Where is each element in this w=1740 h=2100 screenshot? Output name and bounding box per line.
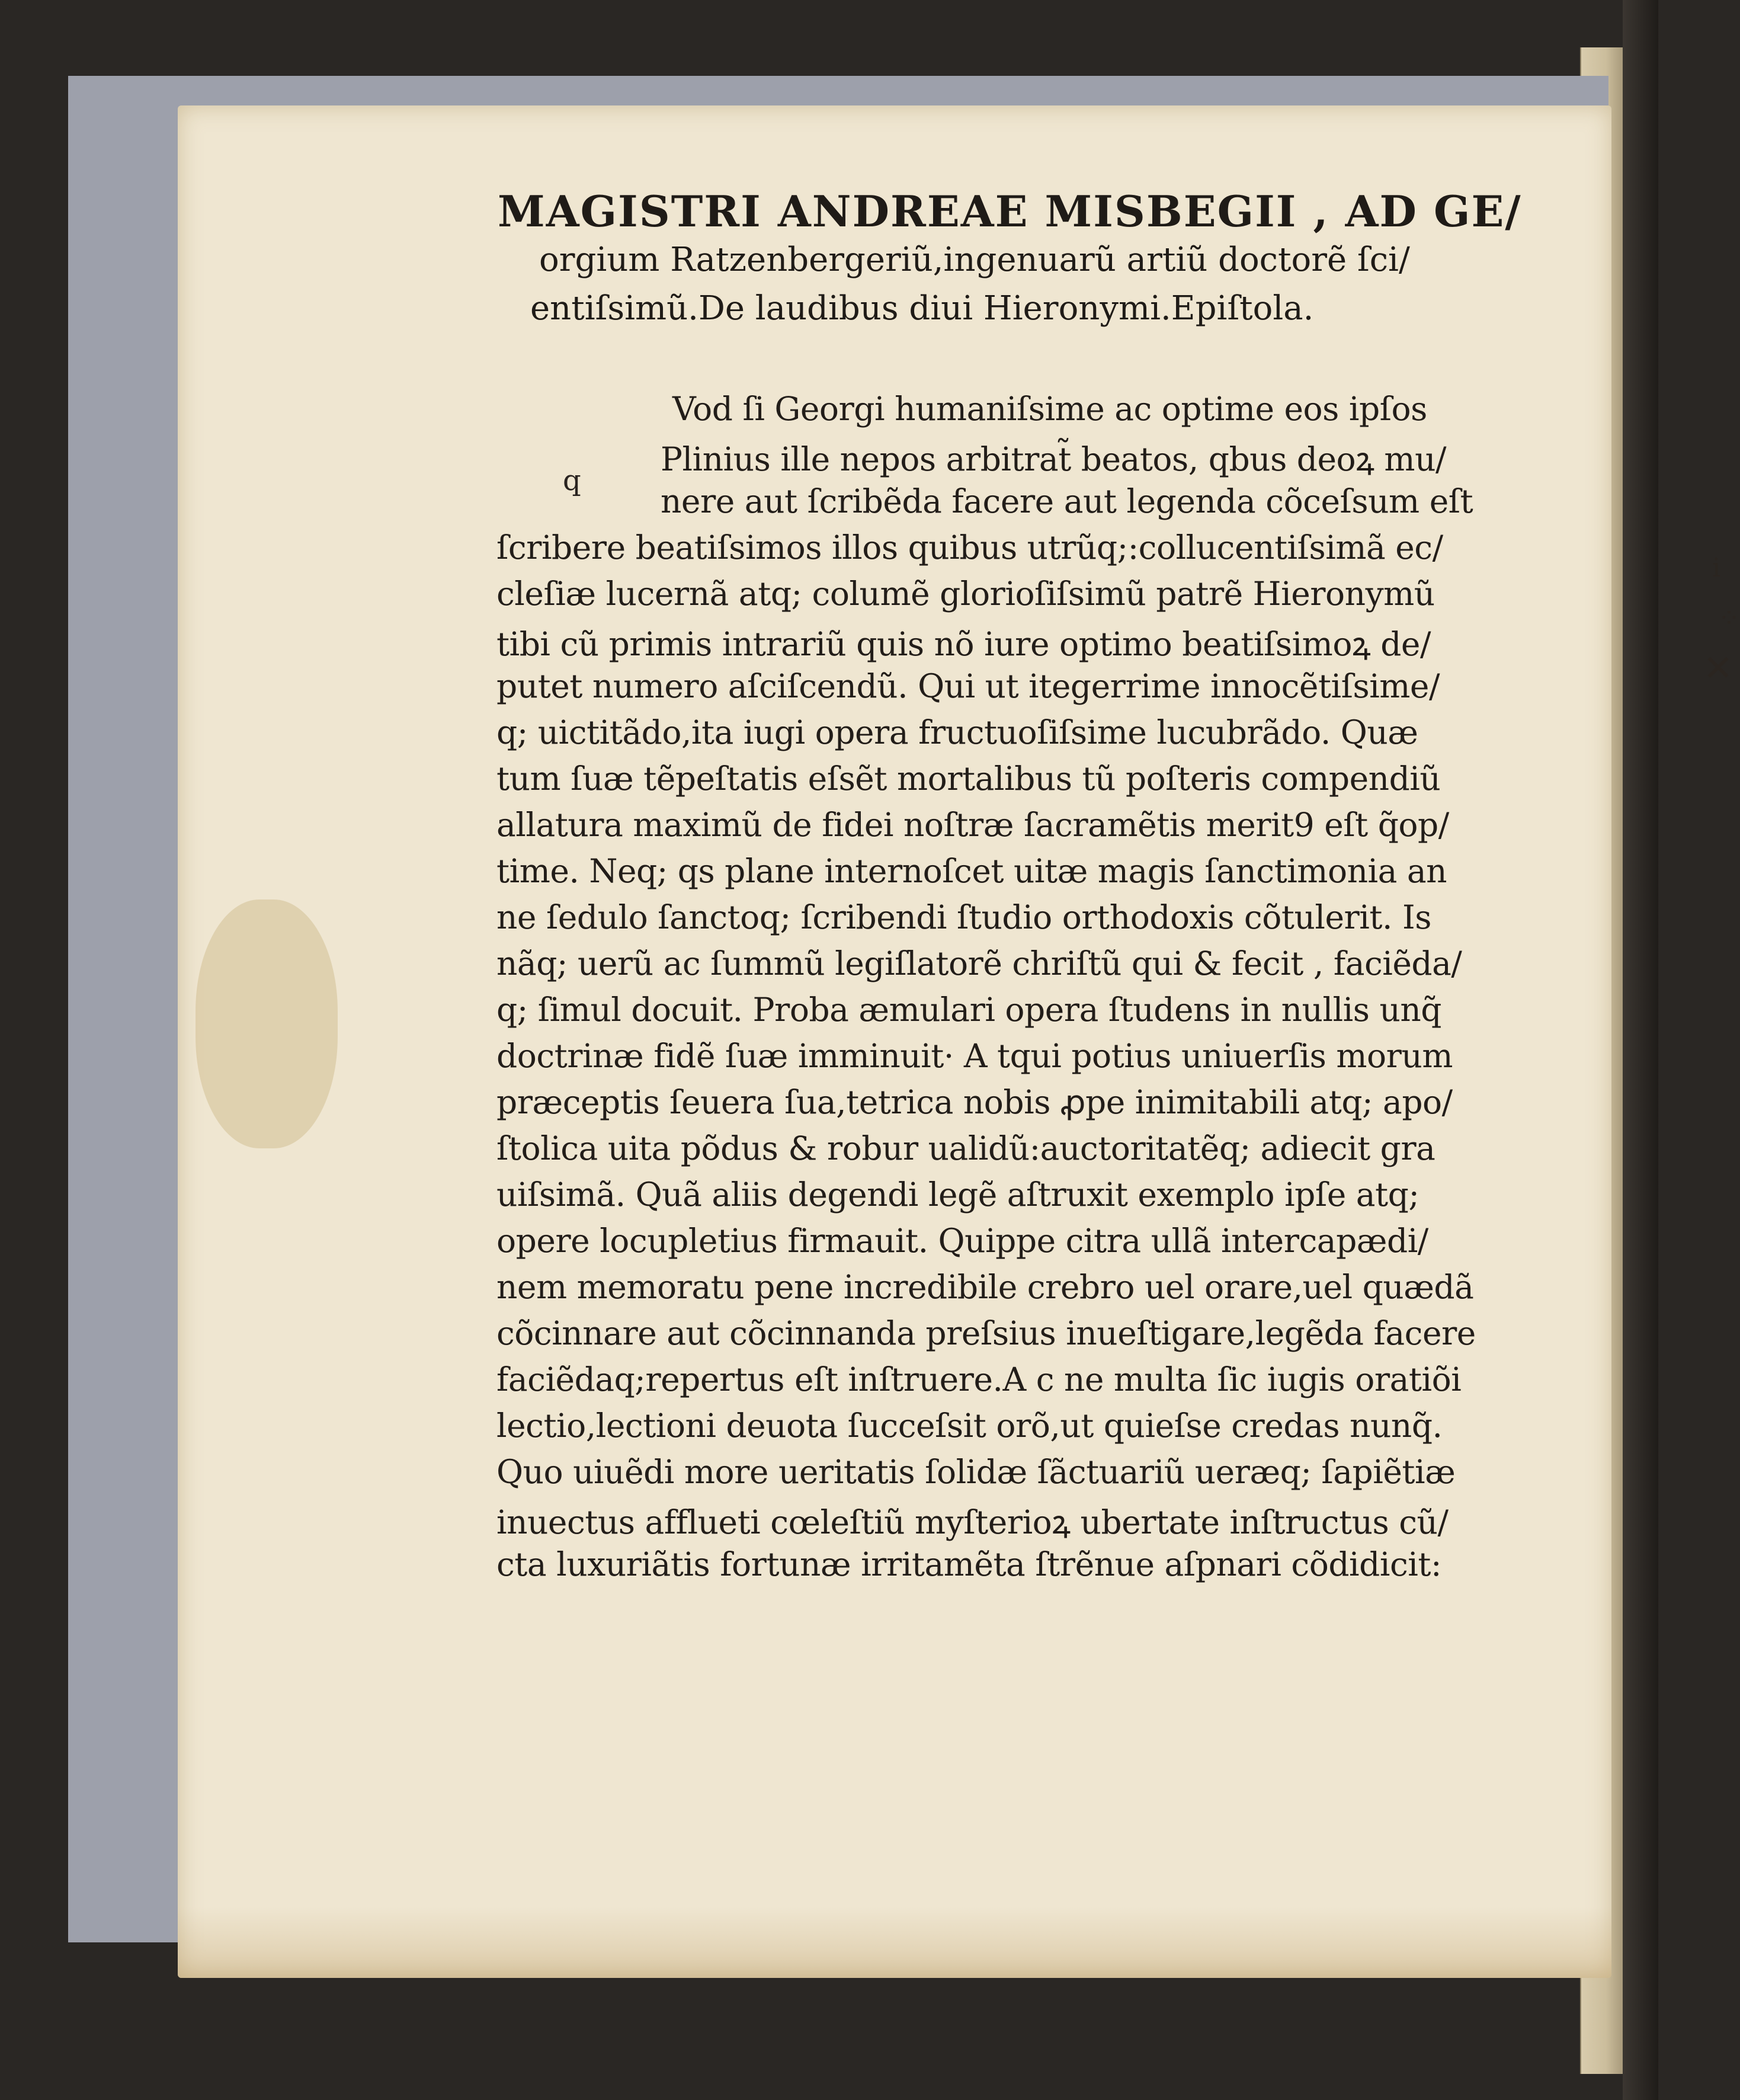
- margin-mark: ✕: [1703, 648, 1733, 689]
- margin-mark: ⅰ: [1712, 553, 1721, 583]
- text-line: ne ſedulo ſanctoq; ſcribendi ſtudio orthodoxis cõtulerit. Is: [496, 898, 1431, 936]
- text-line: cleſiæ lucernã atq; columẽ glorioſiſsimũ patrẽ Hieronymũ: [496, 575, 1435, 613]
- text-line: q; uictitãdo,ita iugi opera fructuoſiſsime lucubrãdo. Quæ: [496, 713, 1418, 751]
- text-line: inuectus afflueti cœleſtiũ myſterioꝝ ubertate inſtructus cũ/: [496, 1503, 1449, 1541]
- text-line: putet numero aſciſcendũ. Qui ut itegerrime innocẽtiſsime/: [496, 667, 1440, 705]
- text-line: tibi cũ primis intrariũ quis nõ iure optimo beatiſsimoꝝ de/: [496, 625, 1431, 663]
- text-line: Quo uiuẽdi more ueritatis ſolidæ ſãctuariũ ueræq; ſapiẽtiæ: [496, 1453, 1456, 1491]
- text-line: doctrinæ fidẽ ſuæ imminuit· A tqui potius uniuerſis morum: [496, 1037, 1453, 1075]
- heading-line-1: MAGISTRI ANDREAE MISBEGII , AD GE/: [498, 186, 1522, 236]
- paper-edge-tone: [178, 1907, 1611, 1978]
- text-line: faciẽdaq;repertus eſt inſtruere.A c ne multa ſic iugis oratiõi: [496, 1360, 1462, 1398]
- heading-line-2: orgium Ratzenbergeriũ,ingenuarũ artiũ doctorẽ ſci/: [539, 241, 1410, 279]
- text-line: cta luxuriãtis fortunæ irritamẽta ſtrẽnue aſpnari cõdidicit:: [496, 1545, 1441, 1583]
- text-line: præceptis ſeuera ſua,tetrica nobis ꝓpe inimitabili atq; apo/: [496, 1083, 1453, 1121]
- text-line: Vod ſi Georgi humaniſsime ac optime eos ipſos: [672, 390, 1427, 428]
- text-line: nãq; uerũ ac ſummũ legiſlatorẽ chriſtũ qui & fecit , faciẽda/: [496, 945, 1462, 982]
- text-line: tum ſuæ tẽpeſtatis eſsẽt mortalibus tũ poſteris compendiũ: [496, 760, 1441, 798]
- text-line: ſcribere beatiſsimos illos quibus utrũq;:collucentiſsimã ec/: [496, 529, 1443, 566]
- margin-mark: ⁘: [1718, 603, 1740, 633]
- text-line: q; ſimul docuit. Proba æmulari opera ſtudens in nullis unq̃: [496, 991, 1442, 1029]
- text-line: nere aut ſcribẽda facere aut legenda cõceſsum eſt: [661, 482, 1473, 520]
- text-line: time. Neq; qs plane internoſcet uitæ magis ſanctimonia an: [496, 852, 1447, 890]
- text-line: lectio,lectioni deuota ſucceſsit orõ,ut quieſse credas nunq̃.: [496, 1407, 1443, 1445]
- book-spine: [1623, 0, 1658, 2100]
- text-line: cõcinnare aut cõcinnanda preſsius inueſtigare,legẽda facere: [496, 1314, 1476, 1352]
- text-line: nem memoratu pene incredibile crebro uel orare,uel quædã: [496, 1268, 1474, 1306]
- text-line: opere locupletius firmauit. Quippe citra ullã intercapædi/: [496, 1222, 1428, 1260]
- text-line: uiſsimã. Quã aliis degendi legẽ aſtruxit exemplo ipſe atq;: [496, 1176, 1419, 1214]
- text-line: allatura maximũ de fidei noſtræ ſacramẽtis merit9 eſt q̃op/: [496, 806, 1449, 844]
- text-line: ſtolica uita põdus & robur ualidũ:auctoritatẽq; adiecit gra: [496, 1129, 1435, 1167]
- water-stain: [196, 899, 338, 1148]
- initial-guide-letter: q: [563, 464, 581, 497]
- page-leaf: [178, 105, 1740, 1978]
- text-line: Plinius ille nepos arbitrat̃ beatos, qbus deoꝝ mu/: [661, 440, 1447, 478]
- heading-line-3: entiſsimũ.De laudibus diui Hieronymi.Epiſtola.: [530, 289, 1314, 328]
